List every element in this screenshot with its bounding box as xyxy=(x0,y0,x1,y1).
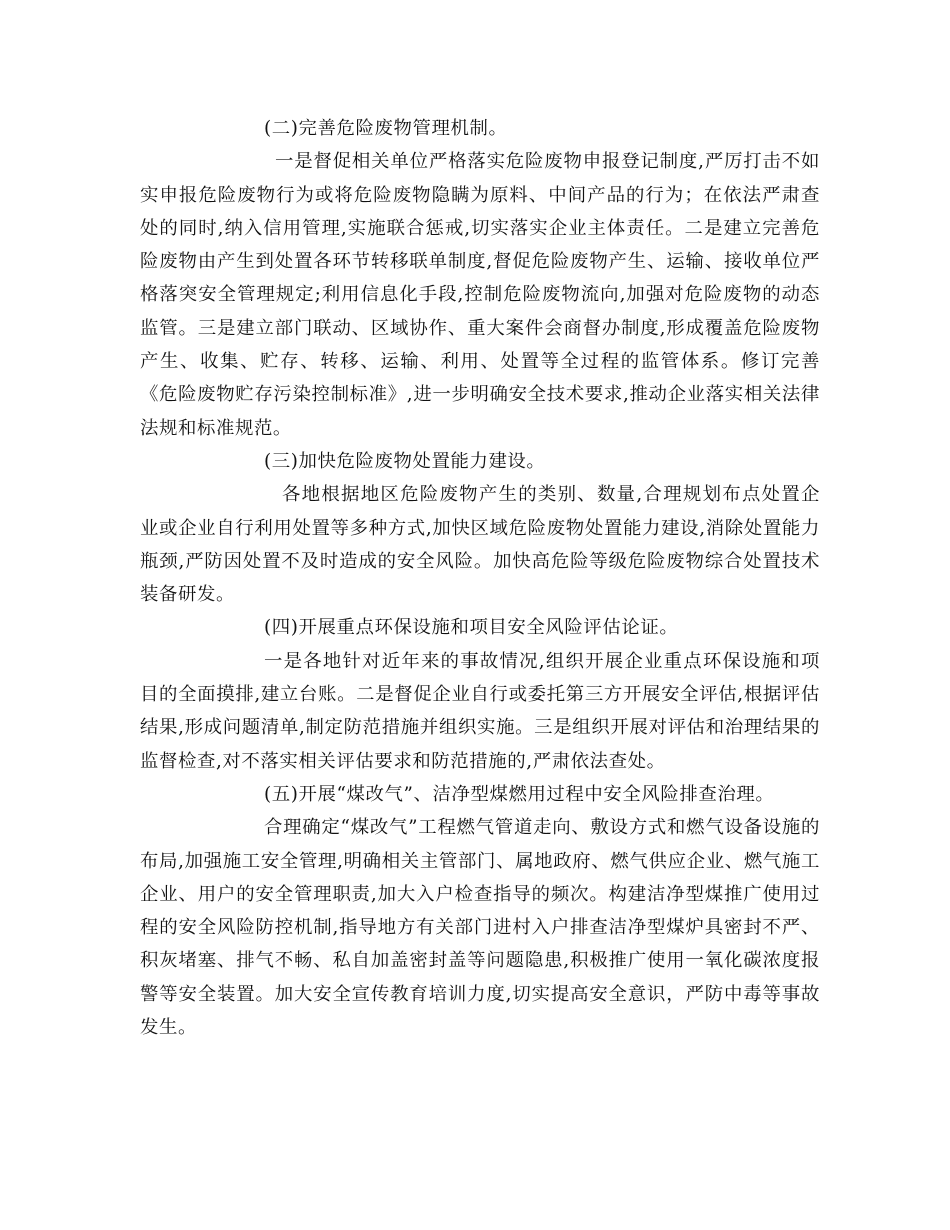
section-heading-4: (四)开展重点环保设施和项目安全风险评估论证。 xyxy=(264,617,679,639)
section-heading-5: (五)开展“煤改气”、洁净型煤燃用过程中安全风险排查治理。 xyxy=(264,783,775,805)
section-paragraph-3: 各地根据地区危险废物产生的类别、数量,合理规划布点处置企业或企业自行利用处置等多种方式,加快区域危险废物处置能力建设,消除处置能力瓶颈,严防因处置不及时造成的安全风险。加快高危险等级危险废物综合处置技术装备研发。 xyxy=(140,484,820,606)
section-heading-3: (三)加快危险废物处置能力建设。 xyxy=(264,450,546,472)
section-heading-2: (二)完善危险废物管理机制。 xyxy=(264,118,508,139)
section-paragraph-2: 一是督促相关单位严格落实危险废物申报登记制度,严厉打击不如实申报危险废物行为或将危险废物隐瞒为原料、中间产品的行为；在依法严肃查处的同时,纳入信用管理,实施联合惩戒,切实落实企业主体责任。二是建立完善危险废物由产生到处置各环节转移联单制度,督促危险废物产生、运输、接收单位严格落突安全管理规定;利用信息化手段,控制危险废物流向,加强对危险废物的动态监管。三是建立部门联动、区域协作、重大案件会商督办制度,形成覆盖危险废物产生、收集、贮存、转移、运输、利用、处置等全过程的监管体系。修订完善《危险废物贮存污染控制标准》,进一步明确安全技术要求,推动企业落实相关法律法规和标准规范。 xyxy=(140,151,820,439)
section-paragraph-4: 一是各地针对近年来的事故情况,组织开展企业重点环保设施和项目的全面摸排,建立台账。二是督促企业自行或委托第三方开展安全评估,根据评估结果,形成问题清单,制定防范措施并组织实施。三是组织开展对评估和治理结果的监督检查,对不落实相关评估要求和防范措施的,严肃依法查处。 xyxy=(140,650,820,772)
document-body xyxy=(140,112,820,1044)
section-paragraph-5: 合理确定“煤改气”工程燃气管道走向、敷设方式和燃气设备设施的布局,加强施工安全管理,明确相关主管部门、属地政府、燃气供应企业、燃气施工企业、用户的安全管理职责,加大入户检查指导的频次。构建洁净型煤推广使用过程的安全风险防控机制,指导地方有关部门进村入户排查洁净型煤炉具密封不严、积灰堵塞、排气不畅、私自加盖密封盖等问题隐患,积极推广使用一氧化碳浓度报警等安全装置。加大安全宣传教育培训力度,切实提高安全意识，严防中毒等事故发生。 xyxy=(140,817,820,1039)
